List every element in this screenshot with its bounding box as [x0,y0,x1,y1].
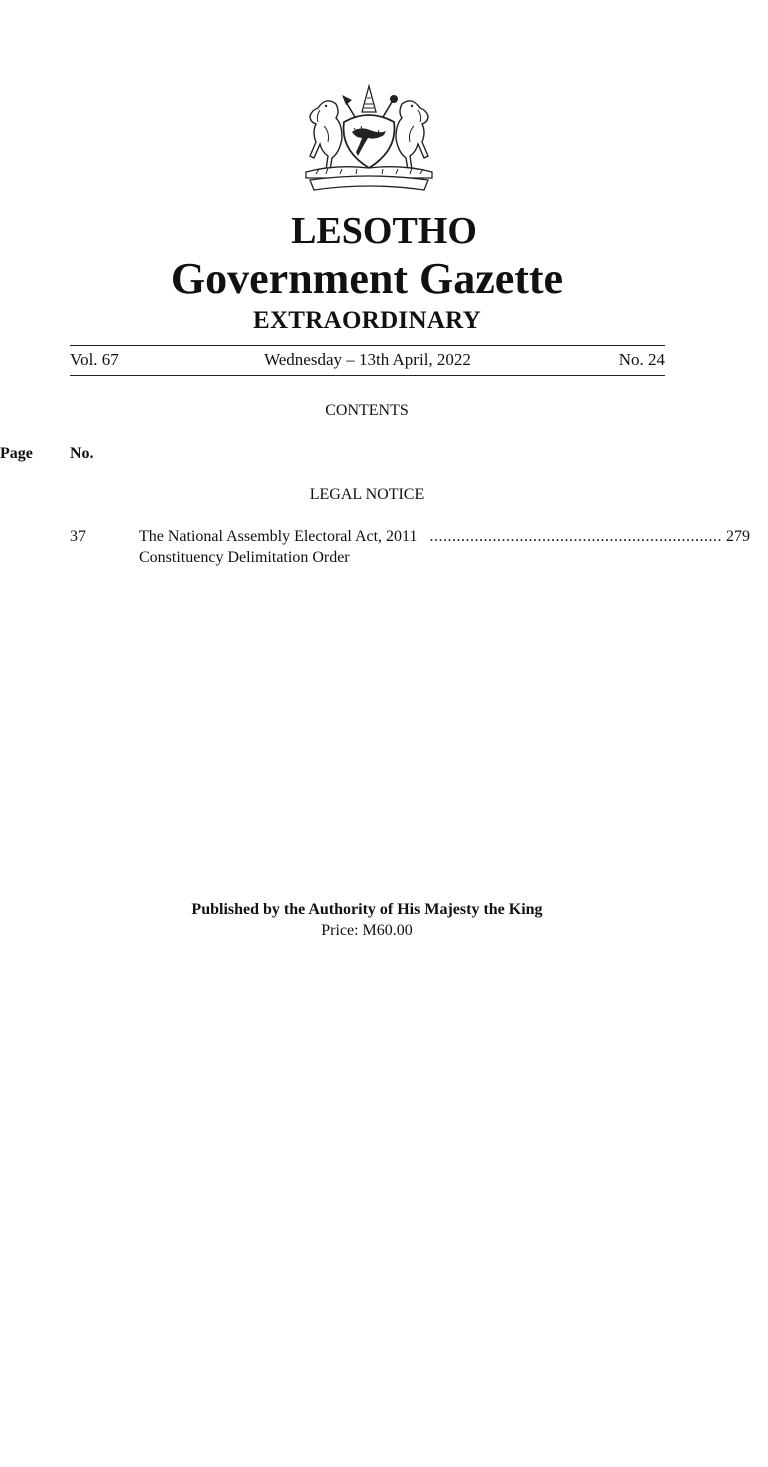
gazette-edition: EXTRAORDINARY [252,307,482,334]
contents-column-no: No. [70,445,94,462]
entry-page: 279 [725,528,750,545]
section-heading: LEGAL NOTICE [309,486,425,503]
issue-date: Wednesday – 13th April, 2022 [264,350,471,369]
entry-title: The National Assembly Electoral Act, 2011 [139,528,418,545]
header-rule-top [70,345,665,346]
contents-column-page: Page [0,445,33,462]
gazette-title: Government Gazette [170,254,564,303]
entry-number: 37 [70,528,86,545]
gazette-country: LESOTHO [291,210,477,252]
contents-heading: CONTENTS [325,402,409,419]
coat-of-arms-icon [296,82,442,194]
header-rule-bottom [70,375,665,376]
entry-dot-leader: ................................................................. [429,528,722,545]
publication-authority: Published by the Authority of His Majesty the King [191,901,543,918]
issue-info-row [70,348,665,372]
gazette-price: Price: M60.00 [321,922,413,939]
entry-title-line [139,526,750,547]
issue-volume: Vol. 67 [70,350,119,369]
entry-title-continued: Constituency Delimitation Order [139,549,350,566]
issue-number: No. 24 [618,350,665,369]
